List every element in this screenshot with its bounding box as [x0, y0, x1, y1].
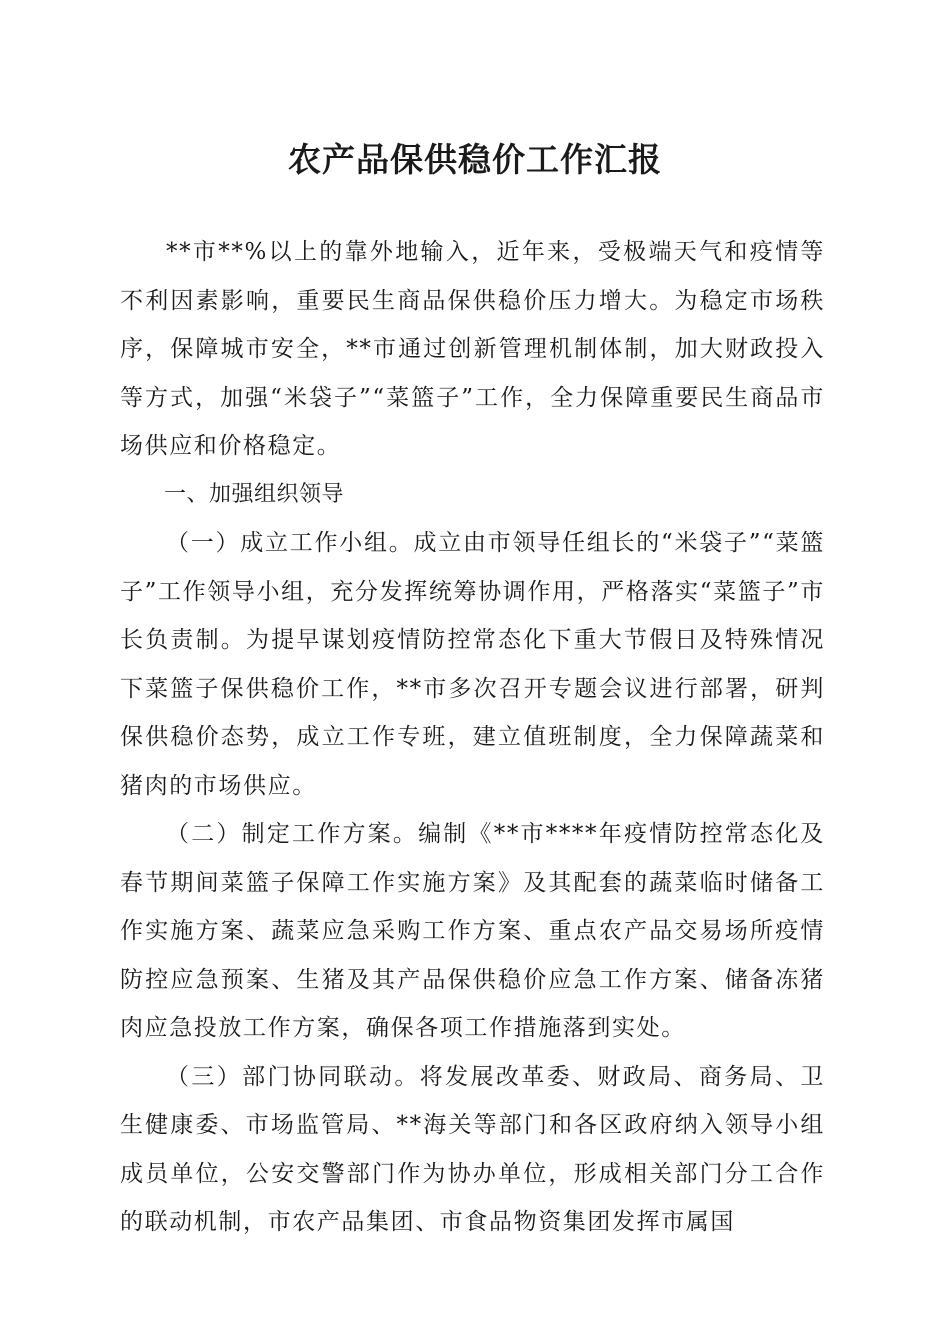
subsection-heading-1: （一）成立工作小组。 — [166, 530, 414, 556]
intro-paragraph: **市**%以上的靠外地输入，近年来，受极端天气和疫情等不利因素影响，重要民生商品保供稳价压力增大。为稳定市场秩序，保障城市安全，**市通过创新管理机制体制，加大财政投入等方式，加强“米袋子”“菜篮子”工作，全力保障重要民生商品市场供应和价格稳定。 — [120, 239, 825, 459]
section-heading: 一、加强组织领导 — [164, 481, 345, 507]
subsection-text-2: 编制《**市****年疫情防控常态化及春节期间菜篮子保障工作实施方案》及其配套的蔬菜临时储备工作实施方案、蔬菜应急采购工作方案、重点农产品交易场所疫情防控应急预案、生猪及其产品保供稳价应急工作方案、储备冻猪肉应急投放工作方案，确保各项工作措施落到实处。 — [120, 821, 826, 1041]
subsection-text-1: 成立由市领导任组长的“米袋子”“菜篮子”工作领导小组，充分发挥统筹协调作用，严格落实“菜篮子”市长负责制。为提早谋划疫情防控常态化下重大节假日及特殊情况下菜篮子保供稳价工作，**市多次召开专题会议进行部署，研判保供稳价态势，成立工作专班，建立值班制度，全力保障蔬菜和猪肉的市场供应。 — [120, 530, 826, 799]
section-paragraph-1 — [120, 519, 825, 810]
subsection-heading-3: （三）部门协同联动。 — [166, 1063, 420, 1090]
document-title: 农产品保供稳价工作汇报 — [288, 140, 662, 179]
section-paragraph-2 — [120, 810, 825, 1053]
document-body — [120, 228, 825, 1247]
subsection-heading-2: （二）制定工作方案。 — [166, 821, 419, 847]
section-paragraph-3 — [120, 1053, 825, 1247]
subsection-text-3: 将发展改革委、财政局、商务局、卫生健康委、市场监管局、**海关等部门和各区政府纳入领导小组成员单位，公安交警部门作为协办单位，形成相关部门分工合作的联动机制，市农产品集团、市食品物资集团发挥市属国 — [120, 1063, 825, 1235]
